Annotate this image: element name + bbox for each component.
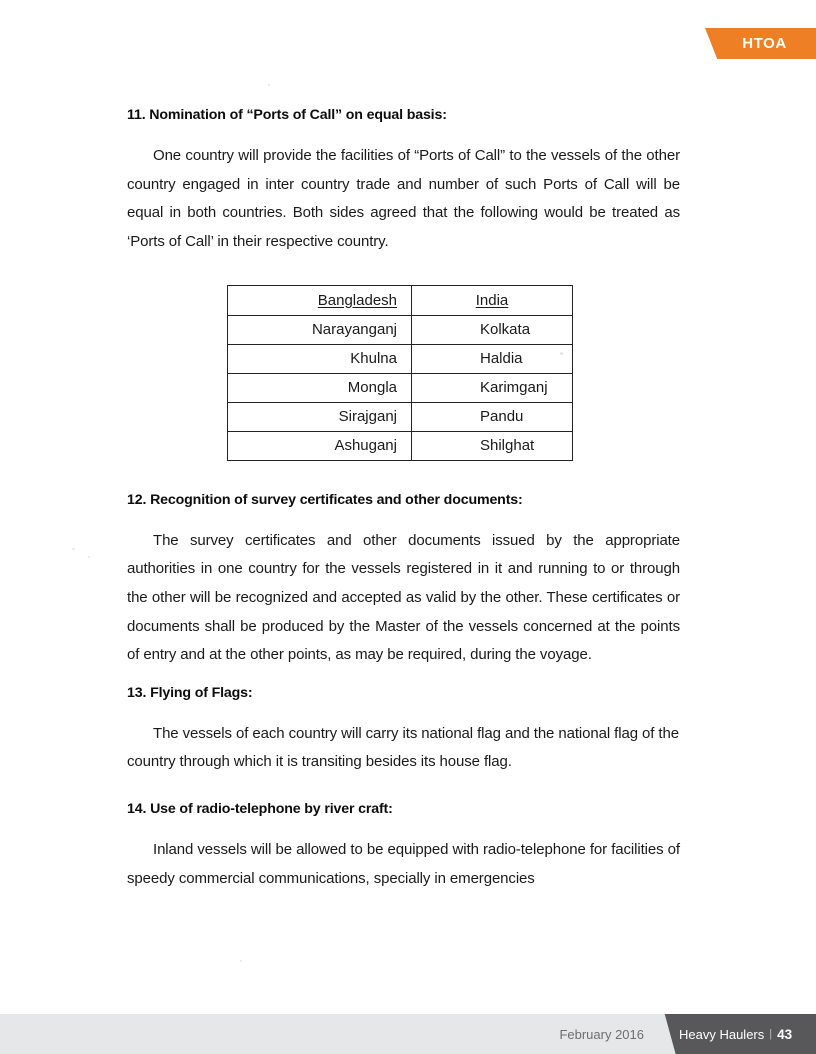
table-cell-india: Karimganj xyxy=(412,373,573,402)
table-cell-bangladesh: Mongla xyxy=(228,373,412,402)
header-tag-label: HTOA xyxy=(742,35,787,52)
table-cell-bangladesh: Narayanganj xyxy=(228,315,412,344)
scan-speck xyxy=(268,84,270,86)
scan-speck xyxy=(88,556,90,558)
section-heading-11: 11. Nomination of “Ports of Call” on equal basis: xyxy=(127,107,447,123)
section-paragraph-13: The vessels of each country will carry its national flag and the national flag of the country through which it is transiting besides its house flag. xyxy=(127,724,679,771)
document-body xyxy=(127,106,680,893)
ports-of-call-table xyxy=(227,285,573,461)
table-header-india xyxy=(412,285,573,315)
table-cell-bangladesh: Sirajganj xyxy=(228,402,412,431)
page-footer xyxy=(0,1014,816,1054)
table-cell-india: Kolkata xyxy=(412,315,573,344)
table-row xyxy=(228,402,573,431)
scan-speck xyxy=(72,548,75,550)
table-cell-india: Shilghat xyxy=(412,431,573,460)
section-heading-12: 12. Recognition of survey certificates and other documents: xyxy=(127,491,523,508)
footer-date: February 2016 xyxy=(559,1026,644,1042)
table-header-india-label: India xyxy=(475,291,509,309)
spacer xyxy=(127,670,680,684)
ports-of-call-table-wrapper xyxy=(227,285,572,461)
spacer xyxy=(127,125,680,142)
section-paragraph-12: The survey certificates and other documents issued by the appropriate authorities in one country for the vessels registered in it and running to or through the other will be recognized and accepted as valid by the other. These certificates or documents shall be produced by the Master of the vessels concerned at the points of entry and at the other points, as may be required, during the voyage. xyxy=(127,531,680,664)
section-heading-13: 13. Flying of Flags: xyxy=(127,684,253,701)
table-cell-india: Haldia xyxy=(412,344,573,373)
footer-publication-name: Heavy Haulers xyxy=(679,1026,765,1042)
table-cell-india: Pandu xyxy=(412,402,573,431)
spacer xyxy=(127,777,680,800)
table-row xyxy=(228,344,573,373)
table-cell-bangladesh: Khulna xyxy=(228,344,412,373)
table-row xyxy=(228,431,573,460)
table-header-bangladesh xyxy=(228,285,412,315)
section-heading-14: 14. Use of radio-telephone by river craft: xyxy=(127,801,393,818)
table-row xyxy=(228,373,573,402)
table-header-bangladesh-label: Bangladesh xyxy=(317,291,397,309)
table-cell-bangladesh: Ashuganj xyxy=(228,431,412,460)
spacer xyxy=(127,510,680,527)
spacer xyxy=(127,819,680,836)
section-paragraph-14: Inland vessels will be allowed to be equipped with radio-telephone for facilities of speedy commercial communications, specially in emergencies xyxy=(127,841,680,887)
spacer xyxy=(127,703,680,720)
footer-page-number: 43 xyxy=(777,1026,793,1042)
footer-separator: | xyxy=(769,1028,773,1040)
table-row xyxy=(228,315,573,344)
section-paragraph-11: One country will provide the facilities of “Ports of Call” to the vessels of the other country engaged in inter country trade and number of such Ports of Call will be equal in both countries. Both sides agreed that the following would be treated as ‘Ports of Call’ in their respective country. xyxy=(127,147,680,250)
footer-brand xyxy=(679,1014,792,1054)
spacer xyxy=(127,461,680,491)
table-header-row xyxy=(228,285,573,315)
scan-speck xyxy=(240,960,242,962)
header-corner-tag xyxy=(705,28,816,59)
